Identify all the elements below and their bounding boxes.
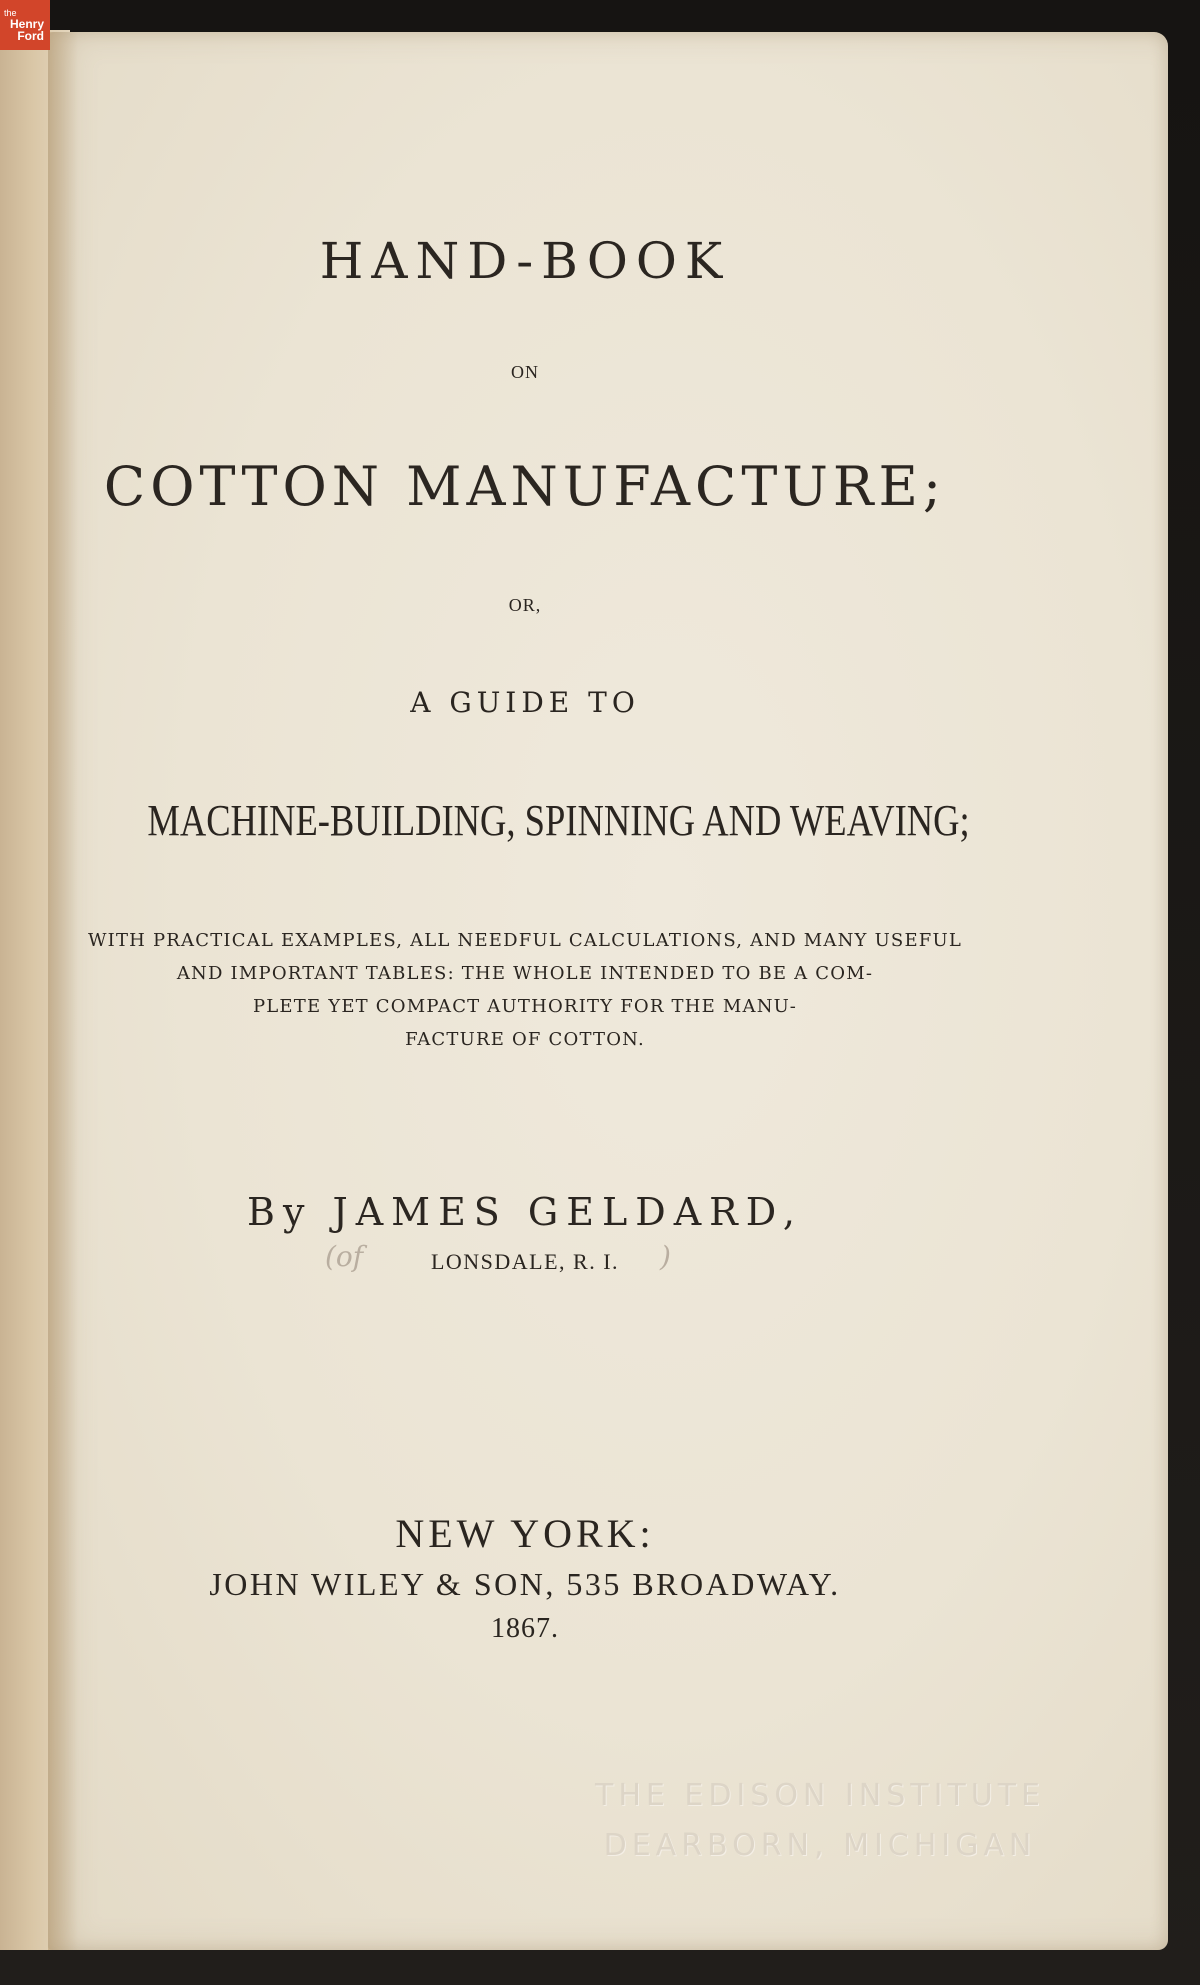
logo-line-2: Henry [9,16,44,31]
library-stamp-line-1: THE EDISON INSTITUTE [595,1778,1045,1813]
author-location: LONSDALE, R. I. [430,1249,620,1274]
description-line: AND IMPORTANT TABLES: THE WHOLE INTENDED TO BE A COM- [176,963,874,984]
publication-city: NEW YORK: [395,1511,655,1556]
title-connector-on: ON [511,362,539,382]
guide-heading: A GUIDE TO [410,686,640,719]
pencil-annotation-close: ) [660,1240,671,1273]
logo-line-1: the [4,7,17,18]
library-stamp-line-2: DEARBORN, MICHIGAN [603,1828,1037,1863]
henry-ford-logo [0,0,50,50]
logo-line-3: Ford [17,28,44,43]
pencil-annotation: (of [325,1240,364,1273]
description-line: PLETE YET COMPACT AUTHORITY FOR THE MANU- [252,996,798,1017]
title-connector-or: OR, [508,595,542,615]
publisher: JOHN WILEY & SON, 535 BROADWAY. [209,1566,841,1602]
book-title: HAND-BOOK [319,232,731,290]
main-title: COTTON MANUFACTURE; [103,455,947,518]
author-line: By JAMES GELDARD, [247,1190,803,1234]
description-line: FACTURE OF COTTON. [405,1029,645,1050]
subtitle: MACHINE-BUILDING, SPINNING AND WEAVING; [147,796,970,845]
publication-year: 1867. [491,1613,559,1644]
description-block [70,924,980,1056]
description-line: WITH PRACTICAL EXAMPLES, ALL NEEDFUL CALCULATIONS, AND MANY USEFUL [87,930,963,951]
